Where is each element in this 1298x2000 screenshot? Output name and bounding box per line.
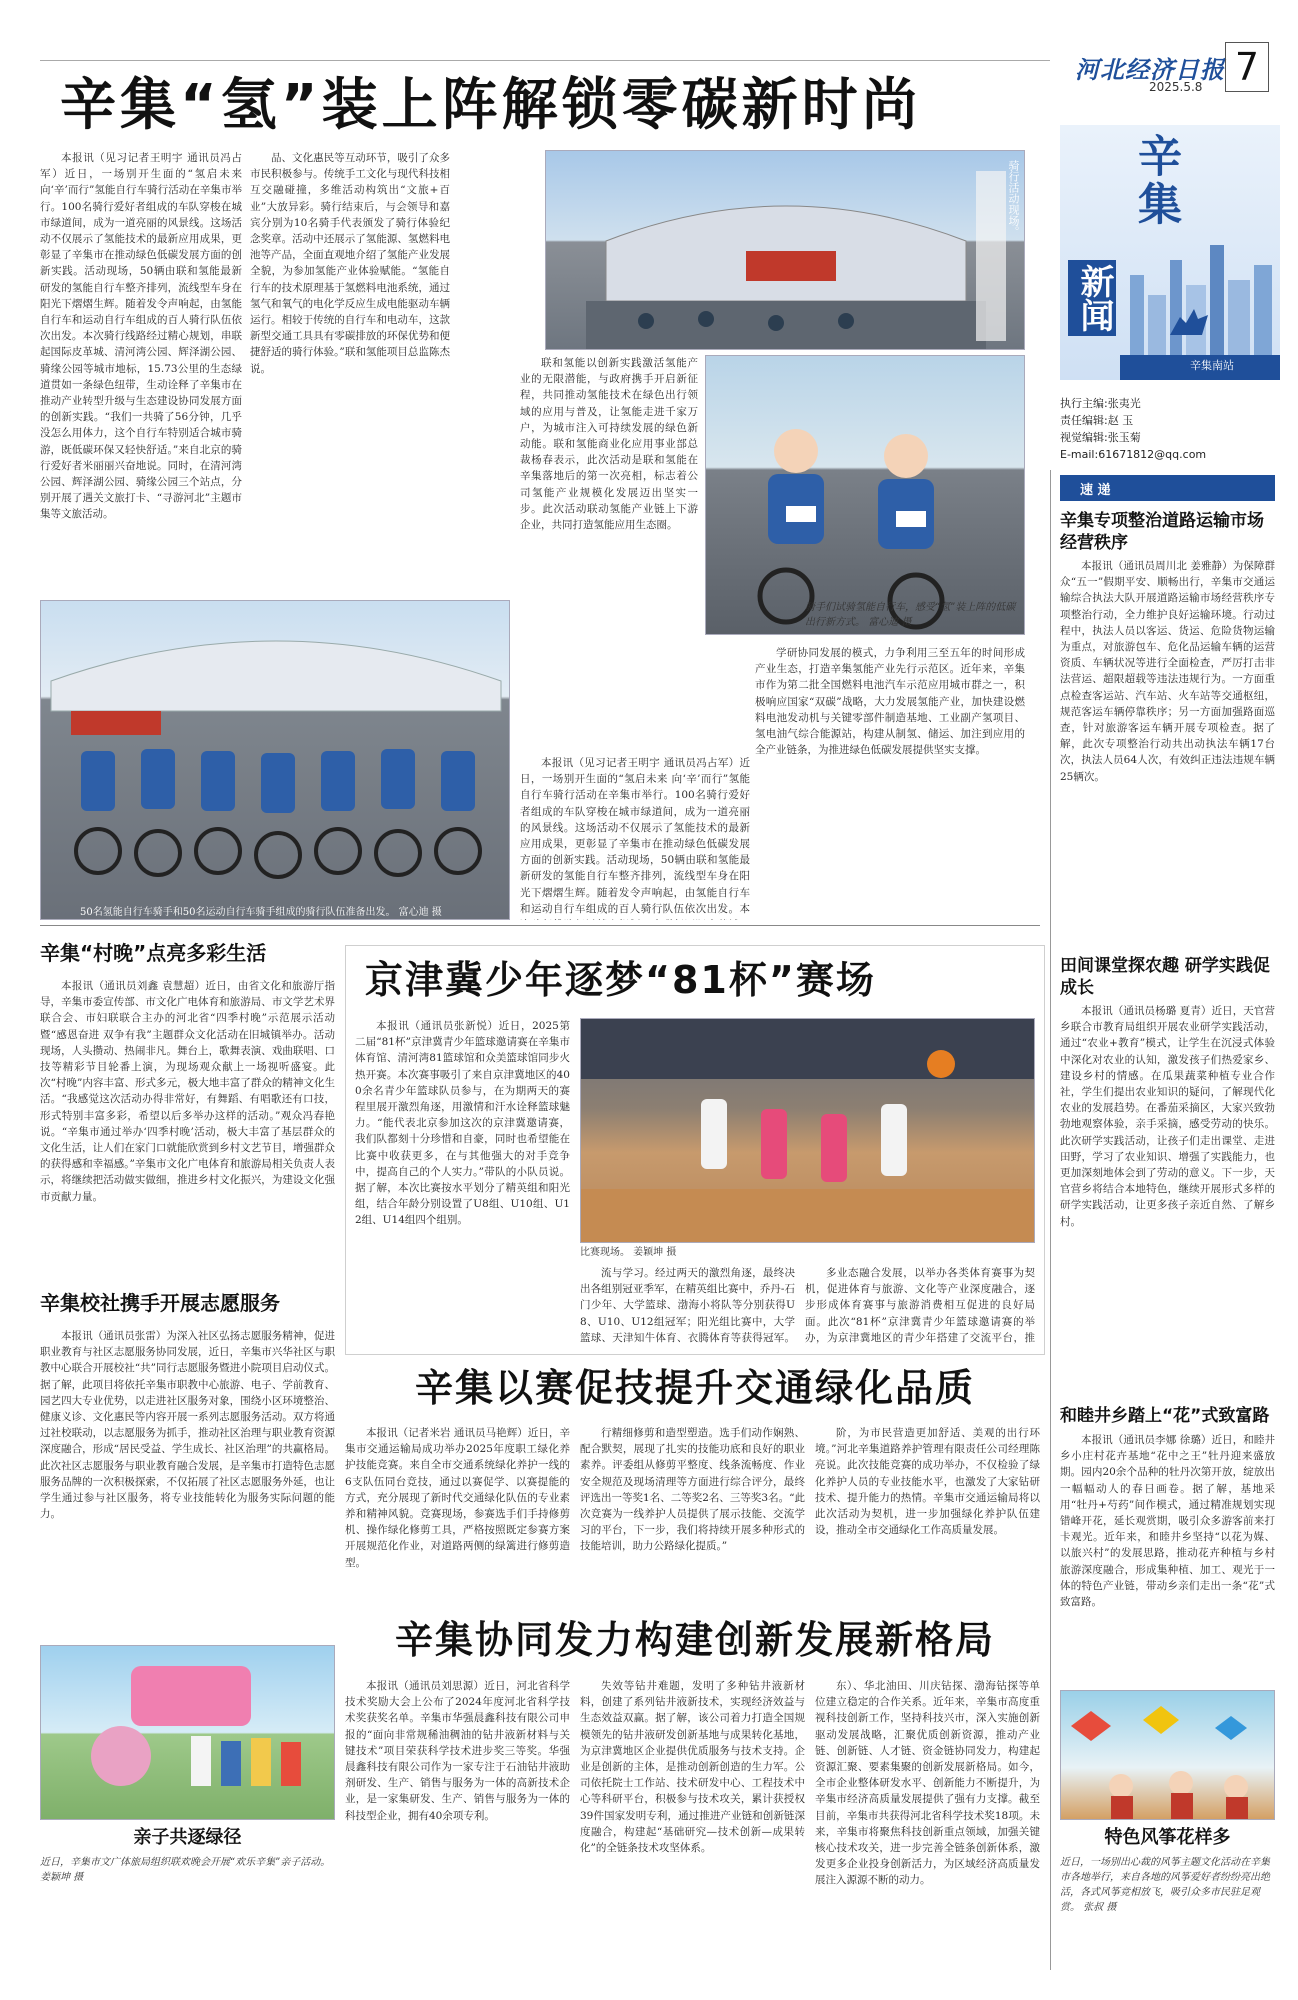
basketball-col2: 流与学习。经过两天的激烈角逐，最终决出各组别冠亚季军，在精英组比赛中，乔丹-石门少年、大学篮球、渤海小将队等分别获得U8、U10、U12组冠军；阳光组比赛中，大学篮球、天津知牛体育、衣腾体育等获得冠军。 <box>580 1267 795 1344</box>
photo-parent-child <box>40 1645 335 1820</box>
masthead <box>1075 42 1275 102</box>
parent-child-title: 亲子共逐绿径 <box>133 1827 242 1848</box>
photo-venue-caption: 骑行活动现场。 <box>1007 160 1020 237</box>
skyline-illustration <box>1060 235 1280 380</box>
photo-group-ride <box>40 600 510 920</box>
kite-title: 特色风筝花样多 <box>1104 1827 1231 1848</box>
road-body: 本报讯（通讯员周川北 姜雅静）为保障群众“五一”假期平安、顺畅出行，辛集市交通运输综合执法大队开展道路运输市场经营秩序专项整治行动，全力维护良好运输环境。行动过程中，执法人员以客运、货运、危险货物运输为重点，对旅游包车、危化品运输车辆的运营资质、车辆状况等进行全面检查，严厉打击非法营运、超限超载等违法违规行为。一方面重点检查客运站、汽车站、火车站等交通枢纽，规范客运车辆停靠秩序；另一方面加强路面巡查，针对旅游客运车辆开展专项检查。据了解，此次专项整治行动共出动执法车辆17台次，执法人员64人次，有效纠正违法违规车辆25辆次。 <box>1060 560 1275 783</box>
main-article-col3b: 本报讯（见习记者王明宇 通讯员冯占军）近日，一场别开生面的“氢启未来 向‘辛’而行”氢能自行车骑行活动在辛集市举行。100名骑行爱好者组成的车队穿梭在城市绿道间，成为一道亮丽的风景线。这场活动不仅展示了氢能技术的最新应用成果，更彰显了辛集市在推动绿色低碳发展方面的创新实践。活动现场，50辆由联和氢能最新研发的氢能自行车整齐排列，流线型车身在阳光下熠熠生辉。随着发令声响起，由氢能自行车和运动自行车组成的百人骑行队伍依次出发。本 <box>520 757 750 915</box>
basketball-col3: 多业态融合发展，以举办各类体育赛事为契机，促进体育与旅游、文化等产业深度融合，逐步形成体育赛事与旅游消费相互促进的良好局面。此次“81杯”京津冀青少年篮球邀请赛的举办，为京津冀地区的青少年搭建了交流平台，推 <box>805 1267 1035 1344</box>
photo-riders <box>705 355 1025 635</box>
main-article-col1: 本报讯（见习记者王明宇 通讯员冯占军）近日，一场别开生面的“氢启未来 向‘辛’而行”氢能自行车骑行活动在辛集市举行。100名骑行爱好者组成的车队穿梭在城市绿道间，成为一道亮丽的风景线。这场活动不仅展示了氢能技术的最新应用成果，更彰显了辛集市在推动绿色低碳发展方面的创新实践。活动现场，50辆由联和氢能最新研发的氢能自行车整齐排列，流线型车身在阳光下熠熠生辉。随着发令声响起，由氢能自行车和运动自行车组成的百人骑行队伍依次出发。本次骑行线路经过精心规划，串联起国际皮革城、清河湾公园、辉泽湖公园、骑缘公园等城市地标，15.73公里的生态绿道贯如一条绿色纽带，生动诠释了辛集市在推动产业转型升级与生态建设协同发展方面的创新实践。“我们一共骑了56分钟，几乎没怎么用体力，这个自行车特别适合城市骑游，既低碳环保又轻快舒适。”来自北京的骑行爱好者米丽丽兴奋地说。同时，在清河湾公园、辉泽湖公园、骑缘公园三个站点，分别开展了遇关文旅打卡、“寻游河北”主题市集等文旅活动。 <box>40 152 242 521</box>
main-article-col2: 品、文化惠民等互动环节，吸引了众多市民积极参与。传统手工文化与现代科技相互交融碰撞，多维活动构筑出“文旅+百业”大放异彩。骑行结束后，与会领导和嘉宾分别为10名骑手代表颁发了骑行体验纪念奖章。活动中还展示了氢能源、氢燃料电池等产品，全面直观地介绍了氢能产业发展全貌，为参加氢能产业体验赋能。“氢能自行车的技术原理基于氢燃料电池系统，通过氢气和氧气的电化学反应生成电能驱动车辆运行。相较于传统的自行车和电动车，这款新型交通工具具有零碳排放的环保优势和便捷舒适的骑行体验。”联和氢能项目总监陈杰说。 <box>250 152 450 375</box>
main-article-col4: 学研协同发展的模式，力争利用三至五年的时间形成产业生态，打造辛集氢能产业先行示范区。近年来，辛集市作为第二批全国燃料电池汽车示范应用城市群之一，积极响应国家“双碳”战略，大力发展氢能产业，加快建设燃料电池发动机与关键零部件制造基地、工业副产氢项目、氢电油气综合能源站，构建从制氢、储运、加注到应用的全产业链条，为推进绿色低碳发展提供坚实支撑。 <box>755 647 1025 757</box>
innovation-headline: 辛集协同发力构建创新发展新格局 <box>394 1618 995 1662</box>
field-headline: 田间课堂探农趣 研学实践促成长 <box>1060 956 1270 998</box>
village-headline: 辛集“村晚”点亮多彩生活 <box>40 941 267 965</box>
editor-line: E-mail:61671812@qq.com <box>1060 448 1207 461</box>
traffic-col2: 行精细修剪和造型塑造。选手们动作娴熟、配合默契，展现了扎实的技能功底和良好的职业素养。评委组从修剪平整度、线条流畅度、作业安全规范及现场清理等方面进行综合评分，最终评选出一等奖1名、二等奖2名、三等奖3名。“此次竞赛为一线养护人员提供了展示技能、交流学习的平台，下一步，我们将持续开展多种形式的技能培训，助力公路绿化提质。” <box>580 1427 805 1553</box>
venue-illustration <box>546 151 1025 350</box>
publish-date: 2025.5.8 <box>1149 80 1203 94</box>
innovation-col3: 东）、华北油田、川庆钻探、渤海钻探等单位建立稳定的合作关系。近年来，辛集市高度重视科技创新工作，坚持科技兴市，深入实施创新驱动发展战略，汇聚优质创新资源，推动产业链、创新链、人才链、资金链协同发力，构建起资源汇聚、要素集聚的创新发展新格局。如今，全市企业整体研发水平、创新能力不断提升，为辛集市经济高质量发展提供了强有力支撑。截至目前，辛集市共获得河北省科学技术奖18项。未来，辛集市将聚焦科技创新重点领域，加强关键核心技术攻关，进一步完善全链条创新体系，激发更多企业投身创新活力，为区域经济高质量发展注入源源不断的动力。 <box>815 1680 1040 1887</box>
editor-line: 执行主编:张夷光 <box>1060 397 1141 410</box>
road-headline: 辛集专项整治道路运输市场经营秩序 <box>1060 511 1264 553</box>
photo-venue <box>545 150 1025 350</box>
traffic-headline: 辛集以赛促技提升交通绿化品质 <box>414 1366 975 1410</box>
basketball-headline: 京津冀少年逐梦“81杯”赛场 <box>365 958 876 1002</box>
editor-line: 视觉编辑:张玉菊 <box>1060 431 1141 444</box>
volunteer-headline: 辛集校社携手开展志愿服务 <box>40 1291 280 1315</box>
village-body: 本报讯（通讯员刘鑫 袁慧超）近日，由省文化和旅游厅指导，辛集市委宣传部、市文化广电体育和旅游局、市文学艺术界联合会、市妇联联合主办的河北省“四季村晚”示范展示活动暨“感恩奋进 双争有我”主题群众文化活动在旧城镇举办。活动现场，人头攒动、热闹非凡。舞台上，歌舞表演、戏曲联唱、口技等精彩节目轮番上演，为现场观众献上一场视听盛宴。此次“村晚”内容丰富、形式多元，极大地丰富了群众的精神文化生活。“我感觉这次活动办得非常好，有舞蹈、有唱歌还有口技，形式特别丰富多彩，希望以后多举办这样的活动。”观众冯春艳说。“辛集市通过举办‘四季村晚’活动，极大丰富了基层群众的文化生活，让人们在家门口就能欣赏到乡村文艺节目，增强群众的获得感和幸福感。”辛集市文化广电体育和旅游局相关负责人表示，将继续把活动做实做细，推进乡村文化振兴，为建设文化强市贡献力量。 <box>40 980 335 1203</box>
basketball-col1: 本报讯（通讯员张新悦）近日，2025第二届“81杯”京津冀青少年篮球邀请赛在辛集市体育馆、清河湾81篮球馆和众美篮球馆同步火热开赛。本次赛事吸引了来自京津冀地区的400余名青少年篮球队员参与，在为期两天的赛程里展开激烈角逐，用激情和汗水诠释篮球魅力。“能代表北京参加这次的京津冀邀请赛，我们队都刻十分珍惜和自豪，同时也希望能在比赛中收获更多，在与其他强大的对手竞争中，提高自己的个人实力。”带队的小队员说。据了解，本次比赛按水平划分了精英组和阳光组，结合年龄分别设置了U8组、U10组、U12组、U14组四个组别。 <box>355 1020 570 1227</box>
kite-caption: 近日，一场别出心裁的风筝主题文化活动在辛集市各地举行，来自各地的风筝爱好者纷纷亮出绝活，各式风筝竞相放飞，吸引众多市民驻足观赏。 张叔 摄 <box>1060 1857 1270 1913</box>
field-body: 本报讯（通讯员杨璐 夏青）近日，天官营乡联合市教育局组织开展农业研学实践活动，通过“农业+教育”模式，让学生在沉浸式体验中深化对农业的认知，激发孩子们热爱家乡、建设乡村的情感。在瓜果蔬菜种植专业合作社，学生们提出农业知识的疑问，了解现代化农业的发展趋势。在番茄采摘区，大家兴致勃勃地观察体验，亲手采摘，感受劳动的快乐。此次研学实践活动，让孩子们走出课堂、走进田野，学习了农业知识、增强了实践能力，也更加深刻地体会到了劳动的意义。下一步，天官营乡将结合本地特色，继续开展形式多样的研学实践活动，让更多孩子亲近自然、了解乡村。 <box>1060 1005 1275 1228</box>
group-ride-illustration <box>41 601 510 920</box>
station-label: 辛集南站 <box>1190 359 1234 372</box>
kites-illustration <box>1061 1691 1275 1820</box>
traffic-col3: 阶，为市民营造更加舒适、美观的出行环境。”河北辛集道路养护管理有限责任公司经理陈亮说。此次技能竞赛的成功举办，不仅检验了绿化养护人员的专业技能水平，也激发了大家钻研技术、提升能力的热情。辛集市交通运输局将以此次活动为契机，进一步加强绿化养护队伍建设，推动全市交通绿化工作高质量发展。 <box>815 1427 1040 1537</box>
photo-kites <box>1060 1690 1275 1820</box>
editor-line: 责任编辑:赵 玉 <box>1060 414 1134 427</box>
main-article-col3: 联和氢能以创新实践激活氢能产业的无限潜能，与政府携手开启新征程，共同推动氢能技术在绿色出行领域的应用与普及，让氢能走进千家万户，为城市注入可持续发展的绿色新动能。联和氢能商业化应用事业部总裁杨春表示，此次活动是联和氢能在辛集落地后的第一次亮相，标志着公司氢能产业规模化发展迈出坚实一步。此次活动联动氢能产业链上下游企业，共同打造氢能应用生态圈。 <box>520 357 698 532</box>
parent-child-illustration <box>41 1646 335 1820</box>
basketball-illustration <box>581 1019 1035 1243</box>
section-title-top: 辛集 <box>1130 133 1181 229</box>
photo-riders-caption: 骑手们试骑氢能自行车，感受“氢”装上阵的低碳出行新方式。 富心迪 摄 <box>805 602 1016 628</box>
innovation-col1: 本报讯（通讯员刘思源）近日，河北省科学技术奖励大会上公布了2024年度河北省科学技术奖获奖名单。辛集市华强晨鑫科技有限公司申报的“面向非常规稀油稠油的钻井液新材料与关键技术”项目荣获科学技术进步奖三等奖。华强晨鑫科技有限公司作为一家专注于石油钻井液助剂研发、生产、销售与服务为一体的高新技术企业，是一家集研发、生产、销售与服务为一体的科技型企业，拥有40余项专利。 <box>345 1680 570 1822</box>
section-title-main: 新闻 <box>1068 260 1116 336</box>
peony-body: 本报讯（通讯员李娜 徐璐）近日，和睦井乡小庄村花卉基地“花中之王”牡丹迎来盛放期。园内20余个品种的牡丹次第开放，绽放出一幅幅动人的春日画卷。据了解，基地采用“牡丹+芍药”间作模式，通过精准规划实现错峰开花，延长观赏期，吸引众多游客前来打卡观光。近年来，和睦井乡坚持“以花为媒、以旅兴村”的发展思路，推动花卉种植与乡村旅游深度融合，形成集种植、加工、观光于一体的特色产业链，带动乡亲们走出一条“花”式致富路。 <box>1060 1434 1275 1609</box>
express-label: 速 递 <box>1080 483 1111 498</box>
section-banner <box>1060 125 1280 380</box>
innovation-col2: 失效等钻井难题，发明了多种钻井液新材料，创建了系列钻井液新技术，实现经济效益与生态效益双赢。据了解，该公司着力打造全国规模领先的钻井液研发创新基地与成果转化基地，为京津冀地区企业提供优质服务与技术支持。企业是创新的主体，是推动创新创造的生力军。公司依托院士工作站、技术研发中心、工程技术中心等科研平台，积极参与技术攻关，累计获授权39件国家发明专利，通过推进产业链和创新链深度融合，构建起“基础研究—技术创新—成果转化”的全链条技术攻坚体系。 <box>580 1680 805 1855</box>
traffic-col1: 本报讯（记者米岩 通讯员马艳辉）近日，辛集市交通运输局成功举办2025年度职工绿化养护技能竞赛。来自全市交通系统绿化养护一线的6支队伍同台竞技，通过以赛促学、以赛提能的方式，充分展现了新时代交通绿化队伍的专业素养和精神风貌。竞赛现场，参赛选手们手持修剪机、操作绿化修剪工具，严格按照既定参赛方案开展规范化作业，对道路两侧的绿篱进行修剪造型。 <box>345 1427 570 1569</box>
main-headline: 辛集“氢”装上阵解锁零碳新时尚 <box>60 73 922 138</box>
basketball-photo-caption: 比赛现场。 姜颖坤 摄 <box>580 1247 677 1258</box>
volunteer-body: 本报讯（通讯员张雷）为深入社区弘扬志愿服务精神，促进职业教育与社区志愿服务协同发展，近日，辛集市兴华社区与职教中心联合开展校社“共”同行志愿服务暨进小院项目启动仪式。据了解，此项目将依托辛集市职教中心旅游、电子、学前教育、园艺四大专业优势，以走进社区服务对象，围绕小区环境整治、健康义诊、文化惠民等内容开展一系列志愿服务活动。双方将通过社校联动，以志愿服务为抓手，推动社区治理与职业教育资源深度融合，形成“居民受益、学生成长、社区治理”的共赢格局。此次社区志愿服务与职业教育融合发展，是辛集市打造特色志愿服务品牌的一次积极探索，不仅拓展了社区志愿服务外延，也让学生通过参与社区服务，将专业技能转化为服务实际问题的能力。 <box>40 1330 335 1521</box>
editor-credits <box>1060 395 1275 463</box>
page-number: 7 <box>1225 42 1269 92</box>
parent-child-caption: 近日，辛集市文广体旅局组织联欢晚会开展“欢乐辛集”亲子活动。 姜颖坤 摄 <box>40 1857 331 1883</box>
photo-basketball <box>580 1018 1035 1243</box>
photo-group-caption: 50名氢能自行车骑手和50名运动自行车骑手组成的骑行队伍准备出发。 富心迪 摄 <box>80 907 442 918</box>
riders-illustration <box>706 356 1025 635</box>
peony-headline: 和睦井乡踏上“花”式致富路 <box>1060 1406 1270 1426</box>
paper-name: 河北经济日报 <box>1075 55 1225 84</box>
express-bar <box>1060 475 1275 501</box>
